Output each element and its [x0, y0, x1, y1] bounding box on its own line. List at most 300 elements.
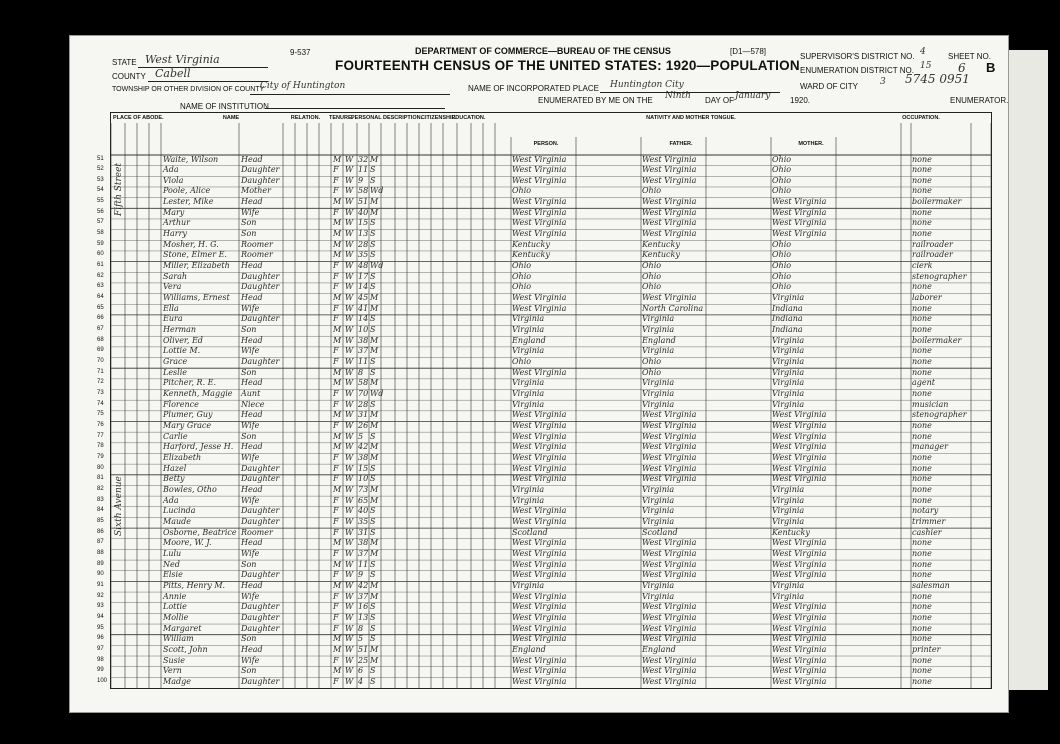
row-age: 16 — [358, 602, 369, 612]
row-mother-birthplace: West Virginia — [772, 676, 827, 686]
row-birthplace: West Virginia — [512, 197, 567, 207]
ward-label: WARD OF CITY — [800, 82, 858, 91]
row-race: W — [345, 271, 354, 281]
row-name: Harry — [163, 229, 187, 239]
row-father-birthplace: West Virginia — [642, 548, 697, 558]
row-race: W — [345, 580, 354, 590]
row-occupation: none — [912, 431, 932, 441]
row-race: W — [345, 335, 354, 345]
row-relation: Son — [241, 666, 257, 676]
row-father-birthplace: England — [642, 644, 676, 654]
row-birthplace: England — [512, 335, 546, 345]
row-father-birthplace: Virginia — [642, 591, 675, 601]
row-name: Mary — [163, 207, 185, 217]
row-birthplace: West Virginia — [512, 367, 567, 377]
row-marital: S — [370, 239, 376, 249]
row-occupation: none — [912, 634, 932, 644]
row-sex: F — [333, 506, 339, 516]
row-race: W — [345, 602, 354, 612]
row-age: 13 — [358, 612, 369, 622]
row-occupation: none — [912, 325, 932, 335]
row-race: W — [345, 197, 354, 207]
supervisor-value: 4 — [920, 47, 926, 57]
row-age: 10 — [358, 325, 369, 335]
row-number: 52 — [97, 166, 104, 173]
row-name: Arthur — [163, 218, 190, 228]
row-sex: F — [333, 570, 339, 580]
row-birthplace: West Virginia — [512, 293, 567, 303]
row-occupation: none — [912, 666, 932, 676]
row-relation: Son — [241, 431, 257, 441]
row-name: Pitts, Henry M. — [163, 580, 226, 590]
row-mother-birthplace: West Virginia — [772, 570, 827, 580]
row-race: W — [345, 410, 354, 420]
row-relation: Daughter — [241, 165, 280, 175]
row-birthplace: West Virginia — [512, 591, 567, 601]
row-birthplace: West Virginia — [512, 463, 567, 473]
row-race: W — [345, 186, 354, 196]
row-father-birthplace: West Virginia — [642, 655, 697, 665]
row-age: 42 — [358, 442, 369, 452]
row-father-birthplace: West Virginia — [642, 559, 697, 569]
row-race: W — [345, 676, 354, 686]
row-age: 40 — [358, 207, 369, 217]
row-number: 90 — [97, 571, 104, 578]
row-father-birthplace: West Virginia — [642, 165, 697, 175]
col-occupation: OCCUPATION. — [902, 115, 940, 121]
row-sex: F — [333, 261, 339, 271]
row-birthplace: West Virginia — [512, 623, 567, 633]
row-marital: S — [370, 325, 376, 335]
row-name: Waite, Wilson — [163, 154, 219, 164]
row-relation: Head — [241, 154, 263, 164]
row-name: Mollie — [163, 612, 189, 622]
row-number: 94 — [97, 613, 104, 620]
row-relation: Head — [241, 293, 263, 303]
row-race: W — [345, 218, 354, 228]
row-mother-birthplace: Virginia — [772, 495, 805, 505]
row-race: W — [345, 165, 354, 175]
row-mother-birthplace: West Virginia — [772, 655, 827, 665]
place-label: NAME OF INCORPORATED PLACE — [468, 84, 599, 93]
row-occupation: stenographer — [912, 271, 967, 281]
row-occupation: musician — [912, 399, 949, 409]
row-father-birthplace: West Virginia — [642, 602, 697, 612]
row-age: 48 — [358, 261, 369, 271]
state-label: STATE — [112, 58, 137, 67]
row-age: 6 — [358, 666, 364, 676]
row-age: 35 — [358, 250, 369, 260]
row-birthplace: West Virginia — [512, 676, 567, 686]
row-number: 100 — [97, 677, 108, 684]
row-relation: Head — [241, 538, 263, 548]
row-age: 38 — [358, 538, 369, 548]
col-mother: MOTHER. — [798, 141, 824, 147]
row-name: Ella — [163, 303, 179, 313]
row-mother-birthplace: Ohio — [772, 271, 792, 281]
row-age: 8 — [358, 367, 364, 377]
row-race: W — [345, 207, 354, 217]
row-father-birthplace: Virginia — [642, 325, 675, 335]
row-marital: S — [370, 559, 376, 569]
col-place-of-abode: PLACE OF ABODE. — [113, 115, 164, 121]
row-relation: Wife — [241, 207, 260, 217]
row-number: 64 — [97, 294, 104, 301]
row-birthplace: West Virginia — [512, 452, 567, 462]
row-number: 96 — [97, 635, 104, 642]
row-birthplace: Virginia — [512, 399, 545, 409]
row-marital: M — [370, 410, 379, 420]
row-occupation: none — [912, 452, 932, 462]
row-mother-birthplace: West Virginia — [772, 452, 827, 462]
row-father-birthplace: Virginia — [642, 484, 675, 494]
row-marital: S — [370, 165, 376, 175]
row-race: W — [345, 495, 354, 505]
row-relation: Wife — [241, 548, 260, 558]
row-relation: Head — [241, 484, 263, 494]
enumerator-label: ENUMERATOR. — [950, 96, 1009, 105]
row-name: Ned — [163, 559, 180, 569]
row-mother-birthplace: Virginia — [772, 335, 805, 345]
row-marital: M — [370, 591, 379, 601]
row-marital: M — [370, 197, 379, 207]
row-sex: M — [333, 538, 342, 548]
row-father-birthplace: West Virginia — [642, 431, 697, 441]
row-relation: Head — [241, 644, 263, 654]
row-sex: F — [333, 175, 339, 185]
row-occupation: railroader — [912, 239, 953, 249]
row-sex: F — [333, 548, 339, 558]
row-name: Eura — [163, 314, 183, 324]
township-value: City of Huntington — [260, 81, 346, 91]
row-occupation: printer — [912, 644, 941, 654]
row-relation: Wife — [241, 303, 260, 313]
row-occupation: none — [912, 207, 932, 217]
col-education: EDUCATION. — [451, 115, 486, 121]
township-label: TOWNSHIP OR OTHER DIVISION OF COUNTY — [112, 86, 265, 93]
row-father-birthplace: West Virginia — [642, 666, 697, 676]
row-occupation: notary — [912, 506, 939, 516]
col-citizenship: CITIZENSHIP. — [420, 115, 457, 121]
row-number: 61 — [97, 262, 104, 269]
row-number: 54 — [97, 187, 104, 194]
row-age: 32 — [358, 154, 369, 164]
row-birthplace: Ohio — [512, 261, 532, 271]
row-father-birthplace: West Virginia — [642, 538, 697, 548]
row-occupation: boilermaker — [912, 335, 962, 345]
row-mother-birthplace: West Virginia — [772, 442, 827, 452]
row-name: Williams, Ernest — [163, 293, 230, 303]
row-race: W — [345, 282, 354, 292]
row-mother-birthplace: Virginia — [772, 389, 805, 399]
row-birthplace: West Virginia — [512, 410, 567, 420]
row-sex: F — [333, 314, 339, 324]
row-number: 57 — [97, 219, 104, 226]
row-sex: M — [333, 218, 342, 228]
row-number: 58 — [97, 230, 104, 237]
ward-value: 3 — [880, 77, 886, 87]
row-sex: F — [333, 452, 339, 462]
row-birthplace: Scotland — [512, 527, 548, 537]
row-birthplace: West Virginia — [512, 666, 567, 676]
row-occupation: none — [912, 421, 932, 430]
row-number: 72 — [97, 379, 104, 386]
row-mother-birthplace: Indiana — [772, 314, 803, 324]
row-number: 78 — [97, 443, 104, 450]
row-relation: Head — [241, 378, 263, 388]
row-number: 93 — [97, 603, 104, 610]
row-name: Lester, Mike — [163, 197, 214, 207]
row-birthplace: West Virginia — [512, 506, 567, 516]
day-label: DAY OF — [705, 96, 735, 105]
row-sex: F — [333, 389, 339, 399]
row-name: Scott, John — [163, 644, 208, 654]
row-race: W — [345, 229, 354, 239]
row-birthplace: Virginia — [512, 580, 545, 590]
row-number: 83 — [97, 496, 104, 503]
row-occupation: none — [912, 484, 932, 494]
row-birthplace: West Virginia — [512, 303, 567, 313]
row-occupation: none — [912, 282, 932, 292]
row-occupation: none — [912, 570, 932, 580]
row-marital: S — [370, 602, 376, 612]
row-birthplace: West Virginia — [512, 655, 567, 665]
row-name: Leslie — [163, 367, 188, 377]
row-father-birthplace: West Virginia — [642, 442, 697, 452]
row-occupation: stenographer — [912, 410, 967, 420]
row-number: 99 — [97, 667, 104, 674]
row-number: 67 — [97, 326, 104, 333]
row-relation: Daughter — [241, 175, 280, 185]
row-birthplace: West Virginia — [512, 154, 567, 164]
row-age: 26 — [358, 421, 369, 430]
row-mother-birthplace: West Virginia — [772, 218, 827, 228]
row-name: Annie — [163, 591, 187, 601]
row-sex: M — [333, 367, 342, 377]
row-sex: F — [333, 421, 339, 430]
row-sex: F — [333, 516, 339, 526]
row-age: 40 — [358, 506, 369, 516]
row-mother-birthplace: Ohio — [772, 250, 792, 260]
row-marital: M — [370, 495, 379, 505]
row-name: Margaret — [163, 623, 202, 633]
row-birthplace: Ohio — [512, 357, 532, 367]
row-birthplace: West Virginia — [512, 165, 567, 175]
row-sex: F — [333, 165, 339, 175]
row-marital: M — [370, 378, 379, 388]
row-marital: Wd — [370, 389, 384, 399]
row-sex: F — [333, 186, 339, 196]
row-mother-birthplace: Ohio — [772, 165, 792, 175]
row-name: Maude — [163, 516, 191, 526]
enumerated-day: Ninth — [665, 91, 691, 101]
row-number: 89 — [97, 560, 104, 567]
row-occupation: none — [912, 612, 932, 622]
place-value: Huntington City — [610, 80, 684, 90]
form-number: 9-537 — [290, 48, 311, 57]
row-mother-birthplace: West Virginia — [772, 666, 827, 676]
row-name: William — [163, 634, 194, 644]
row-father-birthplace: West Virginia — [642, 612, 697, 622]
row-number: 53 — [97, 176, 104, 183]
enumerated-label: ENUMERATED BY ME ON THE — [538, 96, 653, 105]
row-sex: F — [333, 463, 339, 473]
county-value: Cabell — [155, 67, 191, 80]
row-race: W — [345, 367, 354, 377]
margin-note-avenue: Sixth Avenue — [114, 476, 124, 536]
ed-value: 15 — [920, 61, 932, 71]
row-occupation: none — [912, 367, 932, 377]
row-age: 31 — [358, 527, 369, 537]
row-birthplace: Ohio — [512, 271, 532, 281]
row-marital: S — [370, 634, 376, 644]
row-mother-birthplace: Ohio — [772, 186, 792, 196]
row-sex: F — [333, 399, 339, 409]
row-occupation: none — [912, 175, 932, 185]
row-race: W — [345, 506, 354, 516]
row-number: 51 — [97, 155, 104, 162]
row-race: W — [345, 474, 354, 484]
row-occupation: none — [912, 655, 932, 665]
row-name: Susie — [163, 655, 186, 665]
row-birthplace: West Virginia — [512, 516, 567, 526]
row-number: 77 — [97, 432, 104, 439]
row-number: 62 — [97, 272, 104, 279]
row-relation: Niece — [241, 399, 265, 409]
row-marital: S — [370, 463, 376, 473]
row-race: W — [345, 261, 354, 271]
row-relation: Son — [241, 229, 257, 239]
row-mother-birthplace: Virginia — [772, 580, 805, 590]
col-relation: RELATION. — [290, 115, 321, 121]
row-name: Osborne, Beatrice — [163, 527, 237, 537]
row-marital: S — [370, 399, 376, 409]
row-age: 38 — [358, 335, 369, 345]
row-relation: Wife — [241, 591, 260, 601]
row-age: 15 — [358, 463, 369, 473]
row-mother-birthplace: Virginia — [772, 516, 805, 526]
row-age: 11 — [358, 165, 369, 175]
row-name: Hazel — [163, 463, 187, 473]
department-line: DEPARTMENT OF COMMERCE—BUREAU OF THE CENSUS — [415, 46, 671, 56]
row-race: W — [345, 293, 354, 303]
row-marital: S — [370, 218, 376, 228]
row-name: Poole, Alice — [163, 186, 211, 196]
row-marital: Wd — [370, 261, 384, 271]
row-sex: M — [333, 442, 342, 452]
row-age: 58 — [358, 378, 369, 388]
row-marital: M — [370, 207, 379, 217]
row-race: W — [345, 666, 354, 676]
row-father-birthplace: Virginia — [642, 346, 675, 356]
row-father-birthplace: West Virginia — [642, 570, 697, 580]
row-birthplace: Kentucky — [512, 239, 550, 249]
row-age: 11 — [358, 357, 369, 367]
row-name: Stone, Elmer E. — [163, 250, 227, 260]
row-occupation: none — [912, 623, 932, 633]
row-relation: Daughter — [241, 506, 280, 516]
row-mother-birthplace: Kentucky — [772, 527, 810, 537]
row-sex: F — [333, 655, 339, 665]
row-birthplace: West Virginia — [512, 207, 567, 217]
row-race: W — [345, 389, 354, 399]
row-sex: M — [333, 325, 342, 335]
row-relation: Roomer — [241, 527, 273, 537]
row-occupation: none — [912, 602, 932, 612]
row-marital: S — [370, 666, 376, 676]
row-mother-birthplace: West Virginia — [772, 602, 827, 612]
row-mother-birthplace: West Virginia — [772, 559, 827, 569]
row-occupation: none — [912, 591, 932, 601]
row-occupation: none — [912, 495, 932, 505]
row-father-birthplace: West Virginia — [642, 154, 697, 164]
page-title: FOURTEENTH CENSUS OF THE UNITED STATES: 1920—POPULATION — [335, 58, 800, 73]
row-race: W — [345, 442, 354, 452]
row-number: 66 — [97, 315, 104, 322]
row-father-birthplace: Virginia — [642, 516, 675, 526]
row-relation: Head — [241, 261, 263, 271]
row-name: Lottie — [163, 602, 187, 612]
row-relation: Daughter — [241, 612, 280, 622]
row-occupation: none — [912, 314, 932, 324]
row-relation: Son — [241, 367, 257, 377]
row-age: 73 — [358, 484, 369, 494]
row-name: Herman — [163, 325, 197, 335]
row-number: 79 — [97, 453, 104, 460]
row-marital: S — [370, 314, 376, 324]
row-occupation: manager — [912, 442, 948, 452]
row-race: W — [345, 623, 354, 633]
row-birthplace: Virginia — [512, 484, 545, 494]
row-marital: S — [370, 271, 376, 281]
row-occupation: none — [912, 474, 932, 484]
row-race: W — [345, 325, 354, 335]
row-age: 11 — [358, 559, 369, 569]
row-occupation: railroader — [912, 250, 953, 260]
row-birthplace: West Virginia — [512, 634, 567, 644]
col-nativity: NATIVITY AND MOTHER TONGUE. — [646, 115, 736, 121]
row-relation: Aunt — [241, 389, 261, 399]
row-father-birthplace: Ohio — [642, 282, 662, 292]
row-occupation: none — [912, 463, 932, 473]
row-mother-birthplace: Virginia — [772, 346, 805, 356]
row-mother-birthplace: Virginia — [772, 591, 805, 601]
row-marital: M — [370, 538, 379, 548]
row-number: 88 — [97, 549, 104, 556]
row-name: Viola — [163, 175, 184, 185]
row-father-birthplace: Ohio — [642, 357, 662, 367]
row-relation: Head — [241, 580, 263, 590]
row-marital: M — [370, 548, 379, 558]
row-father-birthplace: England — [642, 335, 676, 345]
row-birthplace: Ohio — [512, 282, 532, 292]
row-father-birthplace: Ohio — [642, 271, 662, 281]
state-value: West Virginia — [145, 53, 220, 66]
row-name: Oliver, Ed — [163, 335, 203, 345]
row-marital: M — [370, 154, 379, 164]
col-tenure: TENURE. — [329, 115, 354, 121]
row-relation: Daughter — [241, 463, 280, 473]
row-age: 5 — [358, 634, 364, 644]
row-birthplace: Kentucky — [512, 250, 550, 260]
census-sheet — [70, 36, 1008, 712]
row-race: W — [345, 634, 354, 644]
row-occupation: agent — [912, 378, 935, 388]
row-name: Grace — [163, 357, 188, 367]
row-father-birthplace: West Virginia — [642, 623, 697, 633]
row-name: Lottie M. — [163, 346, 201, 356]
row-mother-birthplace: Ohio — [772, 282, 792, 292]
